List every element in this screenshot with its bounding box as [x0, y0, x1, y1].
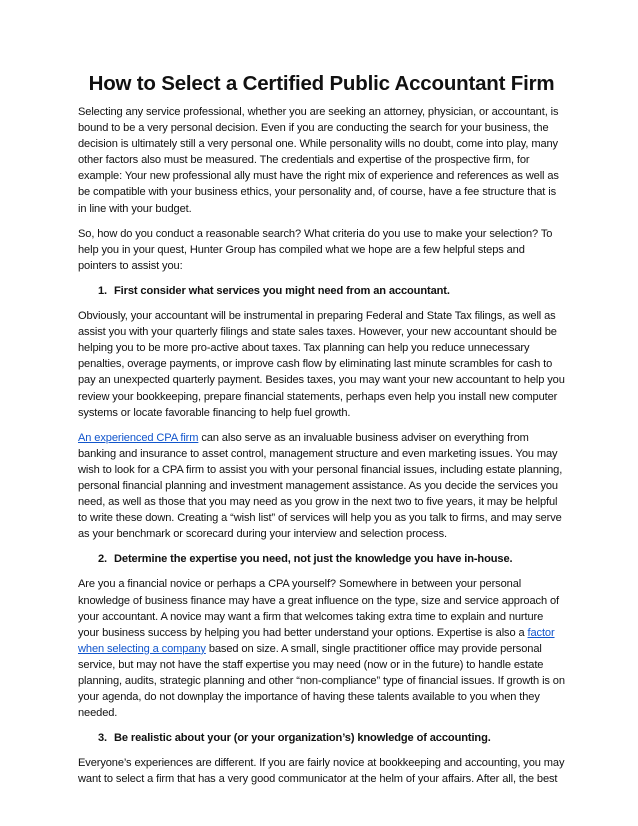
experience-paragraph: Everyone’s experiences are different. If you are fairly novice at bookkeeping and accounting, you may want to select a firm that has a very good communicator at the helm of your affairs. After all, the best: [78, 757, 565, 786]
step-2-number: 2.: [98, 553, 108, 566]
cpa-firm-paragraph: [78, 430, 565, 543]
factor-when-selecting-link[interactable]: factor when selecting a company: [78, 626, 555, 655]
document-page: [78, 72, 565, 797]
expertise-paragraph: [78, 576, 565, 721]
intro-paragraph: Selecting any service professional, whether you are seeking an attorney, physician, or accountant, is bound to be a very personal decision. Even if you are conducting the search for your business, the decision is ultimately still a very personal one. While personality wills no doubt, come into play, many other factors also must be measured. The credentials and expertise of the prospective firm, for example: Your new professional ally must have the right mix of experience and references as well as be compatible with your business ethics, your personality and, of course, have a fee structure that is in line with your budget.: [78, 106, 559, 215]
step-1-text: First consider what services you might need from an accountant.: [114, 284, 450, 297]
expertise-paragraph-text-start: Are you a financial novice or perhaps a CPA yourself? Somewhere in between your personal knowledge of business finance may have a great influence on the type, size and service approach of your accountant. A novice may want a firm that welcomes taking extra time to explain and nurture your business success by helping you had better understand your options. Expertise is also a: [78, 578, 559, 639]
step-3-heading: [78, 730, 565, 746]
experienced-cpa-firm-link[interactable]: An experienced CPA firm: [78, 431, 199, 444]
step-1-heading: [78, 283, 565, 299]
expertise-paragraph-text-end: based on size. A small, single practitioner office may provide personal service, but may not have the staff expertise you may need (now or in the future) to handle estate planning, audits, strategic planning and other “non-compliance” type of financial issues. If growth is on your agenda, do not downplay the importance of having these talents available to you when they needed.: [78, 642, 565, 720]
step-2-text: Determine the expertise you need, not just the knowledge you have in-house.: [114, 553, 513, 566]
cpa-firm-paragraph-text: can also serve as an invaluable business adviser on everything from banking and insurance to asset control, management structure and even marketing issues. You may wish to look for a CPA firm to assist you with your personal financial issues, including estate planning, personal financial planning and investment management assistance. As you decide the services you need, as well as those that you may need as you grow in the next two to five years, it may be helpful to write these down. Creating a “wish list” of services will help you as you talk to firms, and may serve as your benchmark or scorecard during your interview and selection process.: [78, 431, 563, 541]
step-1-number: 1.: [98, 284, 108, 297]
search-criteria-paragraph: So, how do you conduct a reasonable search? What criteria do you use to make your selection? To help you in your quest, Hunter Group has compiled what we hope are a few helpful steps and pointers to assist you:: [78, 227, 553, 272]
step-3-text: Be realistic about your (or your organization’s) knowledge of accounting.: [114, 732, 491, 745]
step-2-heading: [78, 551, 565, 567]
page-title: How to Select a Certified Public Accountant Firm: [88, 72, 555, 95]
step-3-number: 3.: [98, 732, 108, 745]
services-paragraph: Obviously, your accountant will be instrumental in preparing Federal and State Tax filings, as well as assist you with your quarterly filings and state sales taxes. However, your new accountant should be helping you to be more pro-active about taxes. Tax planning can help you reduce unnecessary penalties, overage payments, or improve cash flow by eliminating last minute scrambles for cash to pay an unexpected quarterly payment. Besides taxes, you may want your new accountant to help you review your bookkeeping, prepare financial statements, perhaps even help you install new computer systems or locate favorable financing to help fuel growth.: [78, 310, 565, 419]
